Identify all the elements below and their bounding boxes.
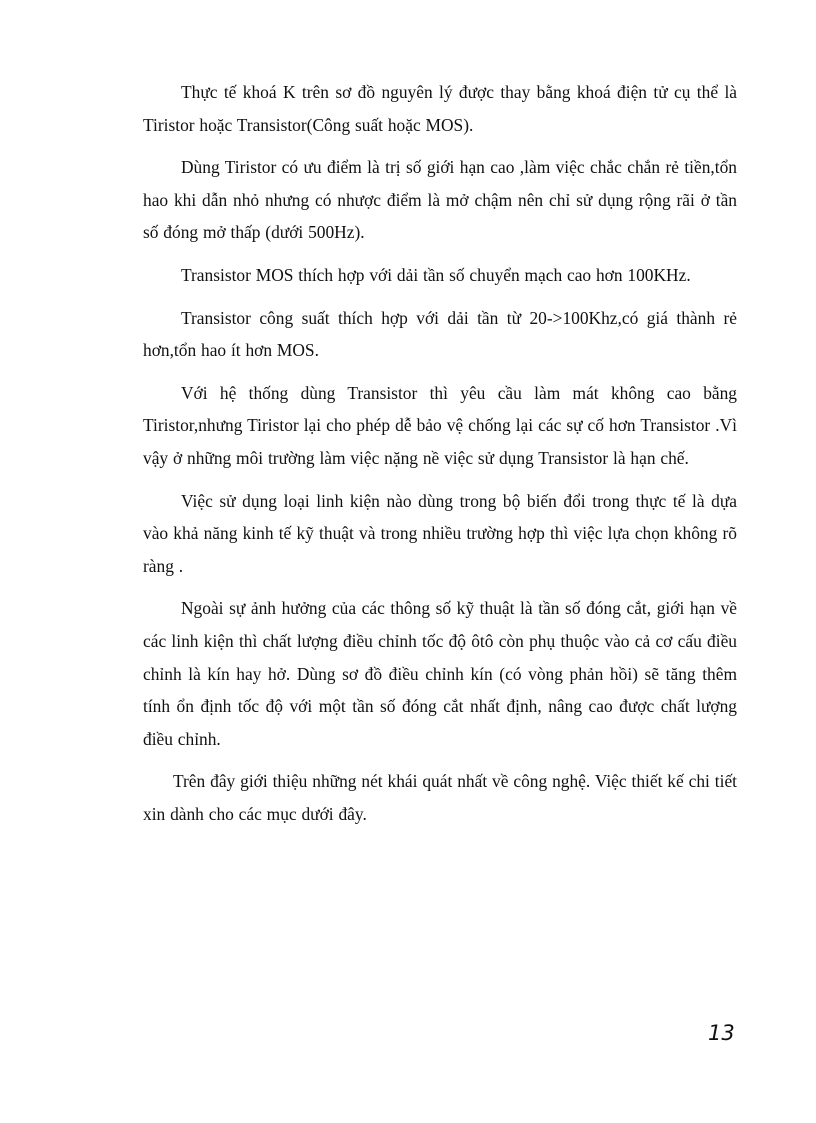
body-text [143,76,737,840]
paragraph-tiristor-advantages: Dùng Tiristor có ưu điểm là trị số giới hạn cao ,làm việc chắc chắn rẻ tiền,tổn hao khi dẫn nhỏ nhưng có nhược điểm là mở chậm nên chỉ sử dụng rộng rãi ở tần số đóng mở thấp (dưới 500Hz). [143,157,737,243]
paragraph-cooling-requirements: Với hệ thống dùng Transistor thì yêu cầu làm mát không cao bằng Tiristor,nhưng Tiristor lại cho phép dễ bảo vệ chống lại các sự cố hơn Transistor .Vì vậy ở những môi trường làm việc nặng nề việc sử dụng Transistor là hạn chế. [143,382,737,468]
paragraph-transistor-mos: Transistor MOS thích hợp với dải tần số chuyển mạch cao hơn 100KHz. [181,264,691,285]
paragraph-conclusion: Trên đây giới thiệu những nét khái quát nhất về công nghệ. Việc thiết kế chi tiết xin dành cho các mục dưới đây. [143,771,737,824]
paragraph-switch-replacement: Thực tế khoá K trên sơ đồ nguyên lý được thay bằng khoá điện tử cụ thể là Tiristor hoặc Transistor(Công suất hoặc MOS). [143,82,737,135]
page-number: 13 [708,1021,735,1045]
paragraph-power-transistor: Transistor công suất thích hợp với dải tần từ 20->100Khz,có giá thành rẻ hơn,tổn hao ít hơn MOS. [143,307,737,361]
paragraph-control-quality: Ngoài sự ảnh hưởng của các thông số kỹ thuật là tần số đóng cắt, giới hạn về các linh kiện thì chất lượng điều chỉnh tốc độ ôtô còn phụ thuộc vào cả cơ cấu điều chỉnh là kín hay hở. Dùng sơ đồ điều chỉnh kín (có vòng phản hồi) sẽ tăng thêm tính ổn định tốc độ với một tần số đóng cắt nhất định, nâng cao được chất lượng điều chỉnh. [143,598,737,749]
paragraph-component-choice: Việc sử dụng loại linh kiện nào dùng trong bộ biến đổi trong thực tế là dựa vào khả năng kinh tế kỹ thuật và trong nhiều trường hợp thì việc lựa chọn không rõ ràng . [143,490,737,576]
